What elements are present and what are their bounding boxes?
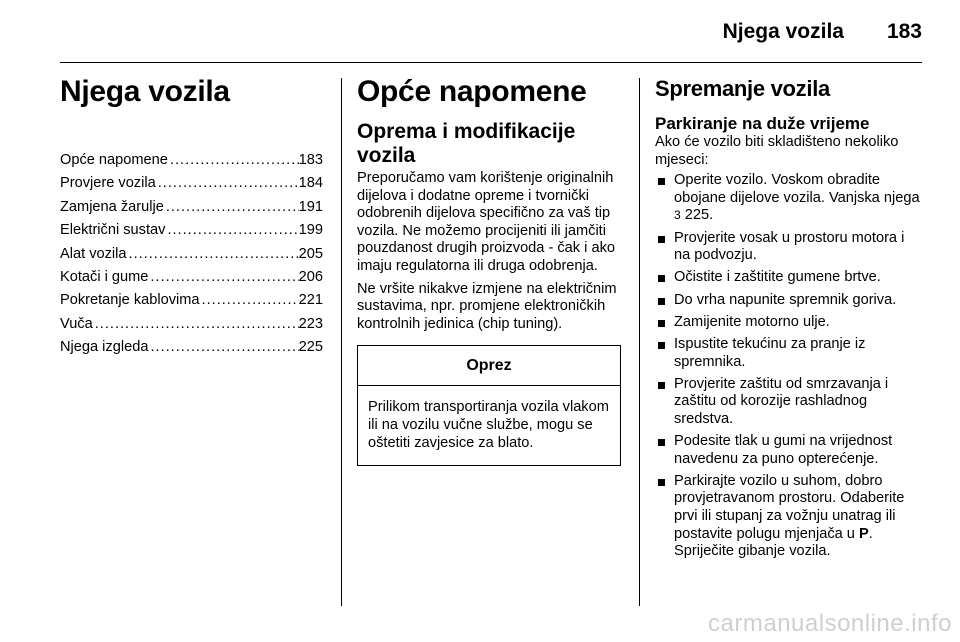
subsection-title: Oprema i modifikacije vozila: [357, 120, 576, 167]
watermark: carmanualsonline.info: [708, 610, 952, 637]
list-item: [655, 292, 921, 310]
page-reference-icon: 3: [674, 208, 681, 223]
toc-entry[interactable]: [60, 149, 323, 172]
toc-entry-label: Vuča: [60, 315, 93, 332]
bullet-square-icon: [658, 178, 665, 185]
list-item-text: Operite vozilo. Voskom obradite obojane dijelove vozila. Vanjska njega: [674, 172, 920, 206]
list-item: [655, 269, 921, 287]
toc-entry[interactable]: [60, 172, 323, 195]
toc-entry-page: 184: [298, 175, 323, 192]
bullet-square-icon: [658, 298, 665, 305]
toc-entry-label: Alat vozila: [60, 245, 127, 262]
list-item: [655, 336, 921, 371]
toc-column: [60, 74, 323, 360]
toc-leader-dots: [165, 219, 298, 242]
toc-entry[interactable]: [60, 266, 323, 289]
bullet-square-icon: [658, 275, 665, 282]
toc-entry[interactable]: [60, 196, 323, 219]
caution-text: Prilikom transportiranja vozila vlakom ili na vozilu vučne službe, mogu se oštetiti zavjesice za blato.: [368, 399, 609, 451]
list-item-text: Očistite i zaštitite gumene brtve.: [674, 269, 881, 286]
list-item-text: . Spriječite gibanje vozila.: [674, 525, 873, 560]
toc-leader-dots: [148, 336, 298, 359]
section-title: Opće napomene: [357, 75, 587, 108]
list-item-text: Parkirajte vozilo u suhom, dobro provjetravanom prostoru. Odaberite prvi ili stupanj za vožnju unatrag ili postavite polugu mjenjača u: [674, 472, 905, 542]
list-item: [655, 433, 921, 468]
toc-entry-label: Pokretanje kablovima: [60, 292, 200, 309]
toc-entry-label: Provjere vozila: [60, 175, 156, 192]
intro-text: Ako će vozilo biti skladišteno nekoliko mjeseci:: [655, 134, 899, 168]
toc-entry[interactable]: [60, 289, 323, 312]
bullet-square-icon: [658, 236, 665, 243]
toc-entry[interactable]: [60, 313, 323, 336]
toc-entry-label: Kotači i gume: [60, 269, 149, 286]
list-item-text: Provjerite zaštitu od smrzavanja i zaštitu od korozije rashladnog sredstva.: [674, 375, 889, 427]
toc-entry-page: 199: [298, 222, 323, 239]
page-header: [60, 0, 922, 63]
storage-column: [655, 74, 921, 565]
section-title: Spremanje vozila: [655, 76, 830, 101]
toc-leader-dots: [127, 243, 299, 266]
bullet-square-icon: [658, 382, 665, 389]
toc-leader-dots: [93, 313, 299, 336]
paragraph: Preporučamo vam korištenje originalnih dijelova i dodatne opreme i tvornički odobrenih dijelova specifično za vaš tip vozila. Ne možemo procijeniti ili jamčiti pouzdanost drugih proizvoda - čak i ako imaju regulatorna ili druga odobrenja.: [357, 170, 615, 274]
checklist: [655, 172, 921, 561]
column-divider: [341, 78, 342, 606]
toc-entry-label: Zamjena žarulje: [60, 198, 164, 215]
column-divider: [639, 78, 640, 606]
toc-leader-dots: [168, 149, 299, 172]
list-item-text: Zamijenite motorno ulje.: [674, 313, 830, 330]
page-number: 183: [886, 20, 922, 43]
toc-entry-label: Opće napomene: [60, 152, 168, 168]
list-item: [655, 376, 921, 429]
toc-entry-page: 183: [298, 152, 323, 168]
toc-entry-page: 221: [298, 292, 323, 309]
toc-entry-page: 205: [298, 245, 323, 262]
header-title: Njega vozila: [722, 20, 844, 43]
list-item-text: Podesite tlak u gumi na vrijednost navedenu za puno opterećenje.: [674, 433, 893, 467]
toc-entry-page: 223: [298, 315, 323, 332]
list-item-text: Ispustite tekućinu za pranje iz spremnika.: [674, 335, 866, 370]
toc-leader-dots: [156, 172, 299, 195]
toc-entry[interactable]: [60, 243, 323, 266]
general-notes-column: [357, 74, 621, 466]
gear-position-label: P: [858, 525, 869, 542]
toc-entry-label: Električni sustav: [60, 222, 166, 239]
list-item: [655, 230, 921, 265]
subsection-title: Parkiranje na duže vrijeme: [655, 114, 870, 133]
toc-entry-page: 191: [298, 198, 323, 215]
bullet-square-icon: [658, 479, 665, 486]
chapter-title: Njega vozila: [60, 75, 230, 108]
list-item-text: Do vrha napunite spremnik goriva.: [674, 291, 897, 308]
paragraph: Ne vršite nikakve izmjene na električnim sustavima, npr. promjene elektroničkih kontrolnih jedinica (chip tuning).: [357, 280, 617, 332]
toc-entry-page: 206: [298, 269, 323, 286]
toc-entry-page: 225: [298, 339, 323, 356]
caution-box: [357, 345, 621, 466]
toc-leader-dots: [148, 266, 298, 289]
list-item: [655, 172, 921, 225]
list-item: [655, 473, 921, 561]
caution-title: Oprez: [358, 346, 620, 386]
bullet-square-icon: [658, 342, 665, 349]
toc-leader-dots: [164, 196, 299, 219]
toc-entry[interactable]: [60, 219, 323, 242]
page-reference-link[interactable]: 225.: [684, 207, 714, 224]
toc-entry-label: Njega izgleda: [60, 339, 149, 356]
toc-entry[interactable]: [60, 336, 323, 359]
toc-leader-dots: [200, 289, 299, 312]
list-item: [655, 314, 921, 332]
list-item-text: Provjerite vosak u prostoru motora i na podvozju.: [674, 229, 905, 264]
bullet-square-icon: [658, 439, 665, 446]
bullet-square-icon: [658, 320, 665, 327]
table-of-contents: [60, 149, 323, 360]
